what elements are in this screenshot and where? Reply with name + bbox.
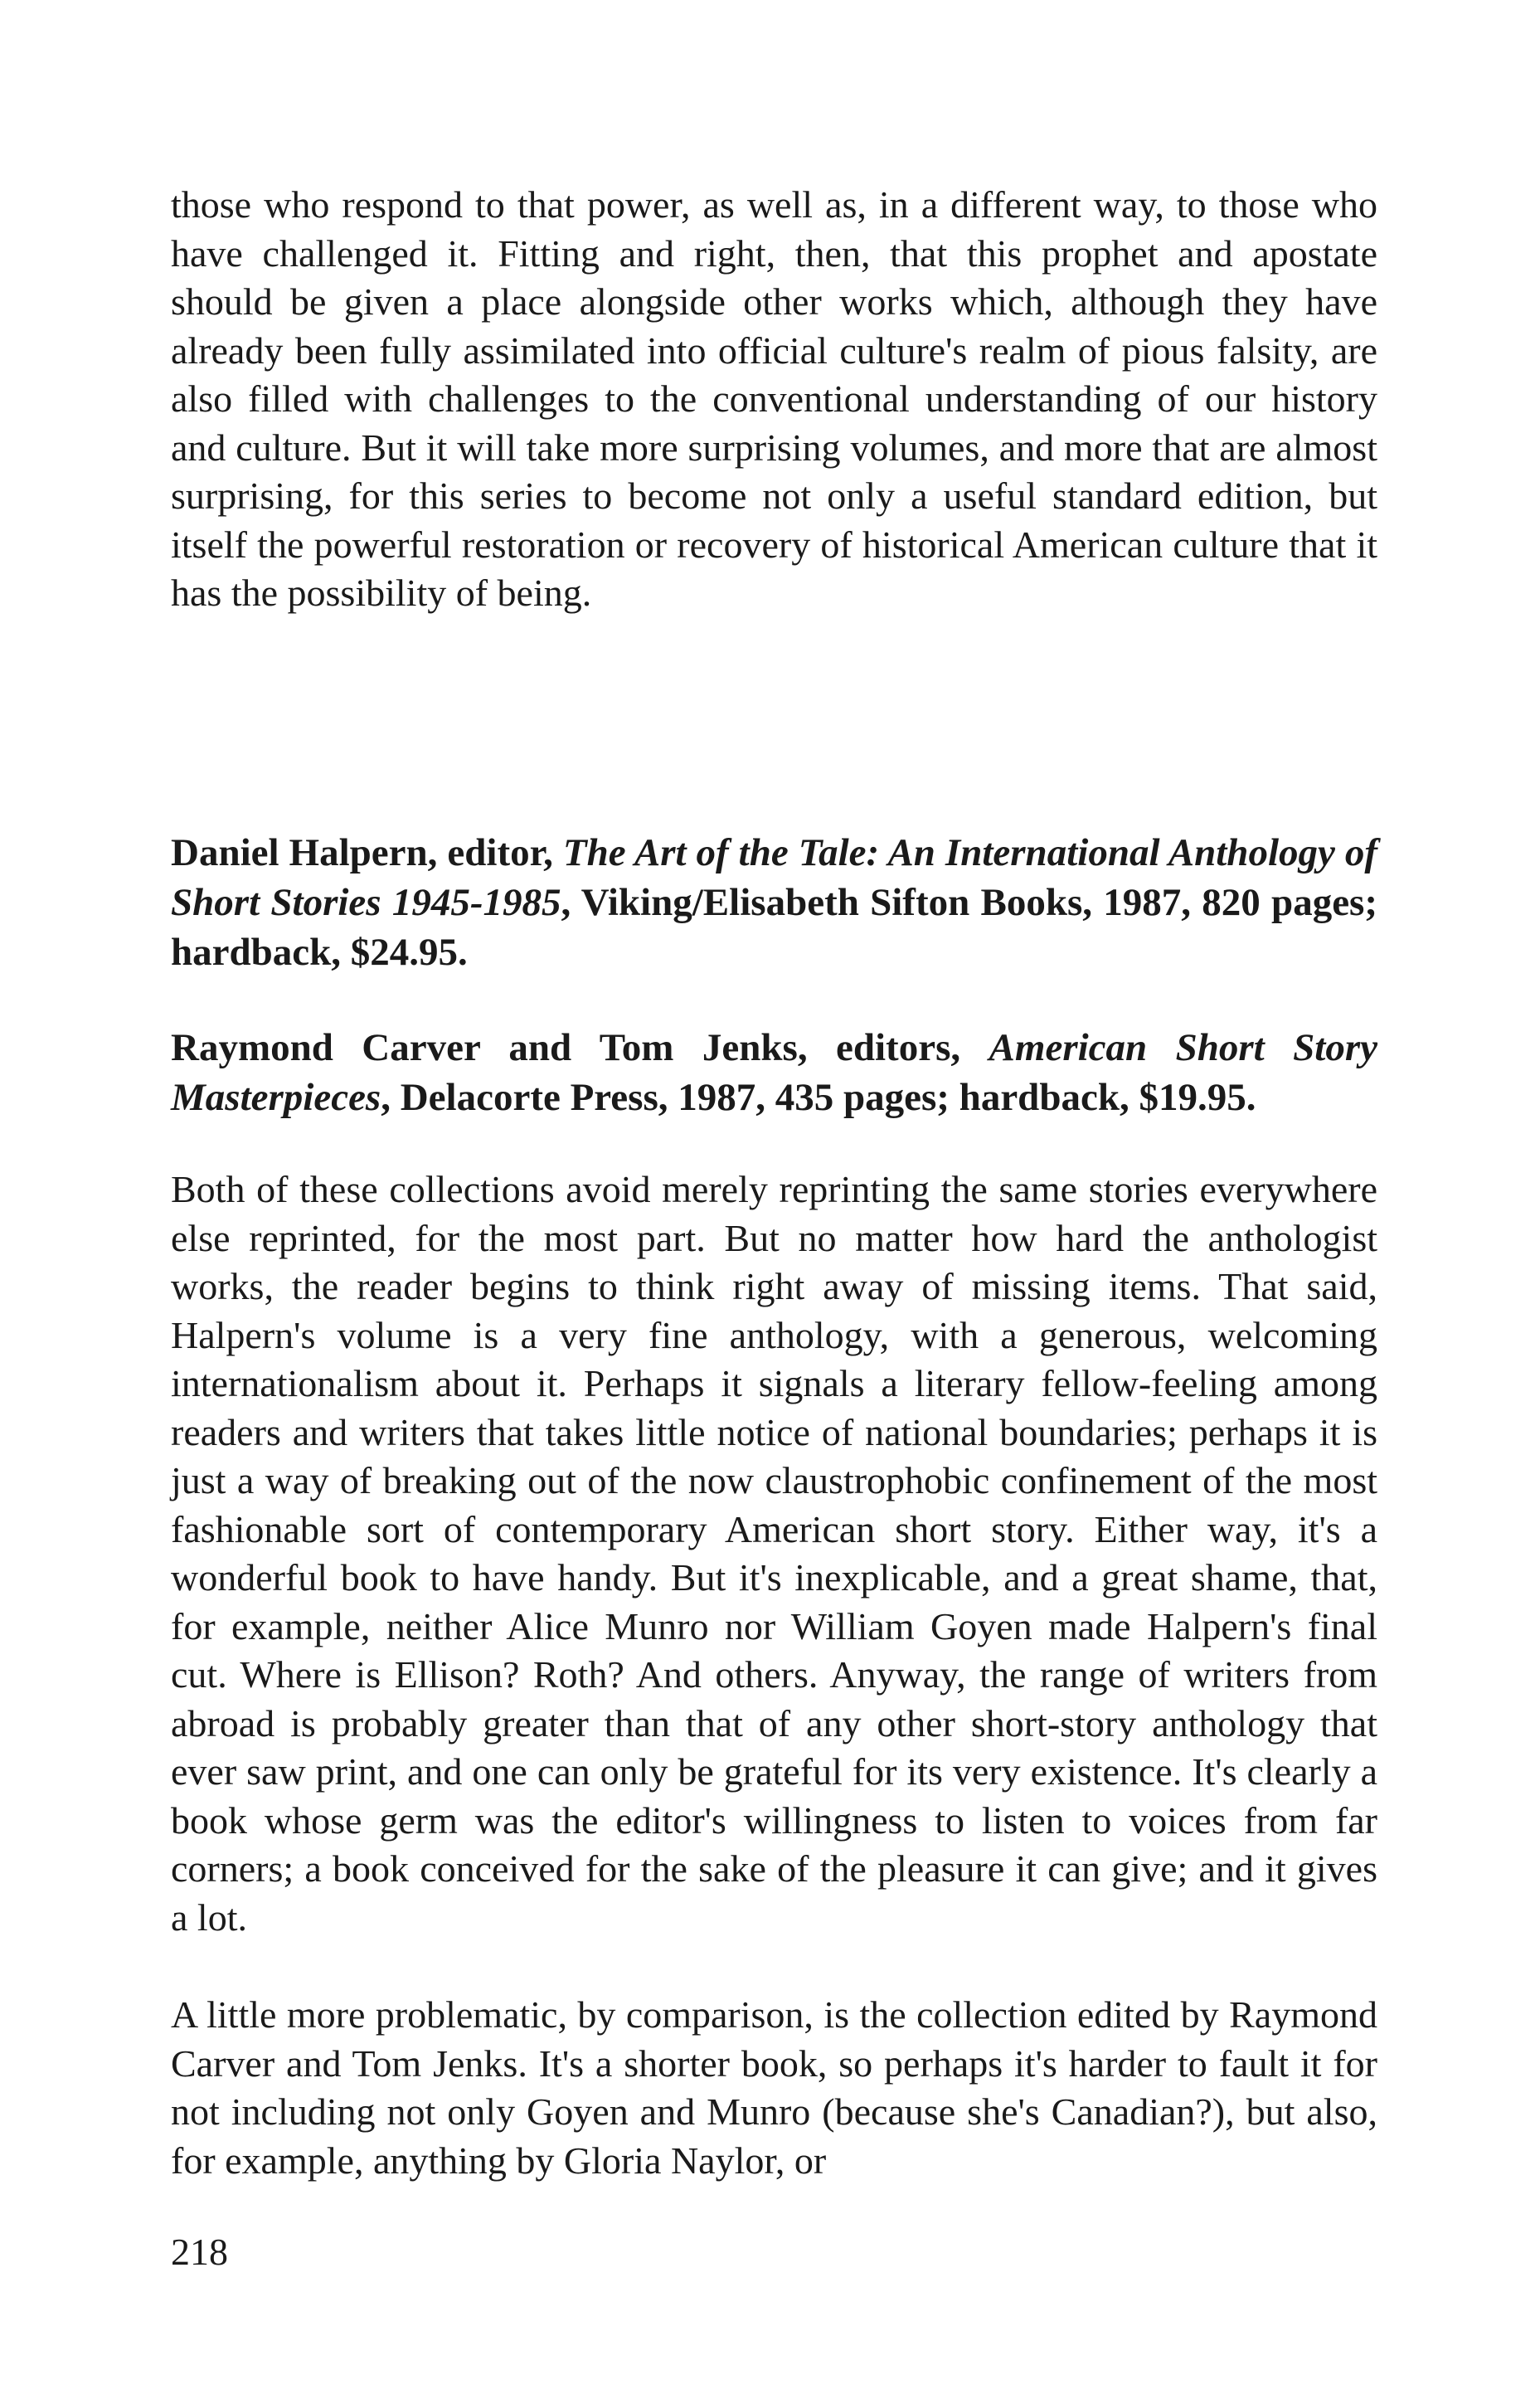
paragraph-review-1: Both of these collections avoid merely reprinting the same stories everywhere else reprinted, for the most part. But no matter how hard the anthologist works, the reader begins to think right away of missing items. That said, Halpern's volume is a very fine anthology, with a generous, welcoming internationalism about it. Perhaps it signals a literary fellow-feeling among readers and writers that takes little notice of national boundaries; perhaps it is just a way of breaking out of the now claustrophobic confinement of the most fashionable sort of contemporary American short story. Either way, it's a wonderful book to have handy. But it's inexplicable, and a great shame, that, for example, neither Alice Munro nor William Goyen made Halpern's final cut. Where is Ellison? Roth? And others. Anyway, the range of writers from abroad is probably greater than that of any other short-story anthology that ever saw print, and one can only be grateful for its very existence. It's clearly a book whose germ was the editor's willingness to listen to voices from far corners; a book conceived for the sake of the pleasure it can give; and it gives a lot. (171, 1168, 1377, 1939)
citation-title: The Art of the Tale: An International Anthology of Short Stories 1945-1985 (171, 831, 1377, 924)
citation-tail: , Delacorte Press, 1987, 435 pages; hardback, $19.95. (381, 1076, 1256, 1119)
citation-tail: , Viking/Elisabeth Sifton Books, 1987, 820 pages; hardback, $24.95. (171, 881, 1377, 974)
citation-title: American Short Story Masterpieces (171, 1026, 1378, 1119)
citation-lead: Raymond Carver and Tom Jenks, editors, (171, 1026, 989, 1069)
citation-halpern (171, 828, 1377, 977)
page-number: 218 (171, 2231, 228, 2273)
citation-lead: Daniel Halpern, editor, (171, 831, 563, 874)
paragraph-top: those who respond to that power, as well as, in a different way, to those who have challenged it. Fitting and right, then, that this prophet and apostate should be given a place alongside other works which, although they have already been fully assimilated into official culture's realm of pious falsity, are also filled with challenges to the conventional understanding of our history and culture. But it will take more surprising volumes, and more that are almost surprising, for this series to become not only a useful standard edition, but itself the powerful restoration or recovery of historical American culture that it has the possibility of being. (171, 183, 1377, 614)
citation-carver-jenks (171, 1023, 1377, 1122)
paragraph-review-2: A little more problematic, by comparison, is the collection edited by Raymond Carver and Tom Jenks. It's a shorter book, so perhaps it's harder to fault it for not including not only Goyen and Munro (because she's Canadian?), but also, for example, anything by Gloria Naylor, or (171, 1993, 1377, 2182)
